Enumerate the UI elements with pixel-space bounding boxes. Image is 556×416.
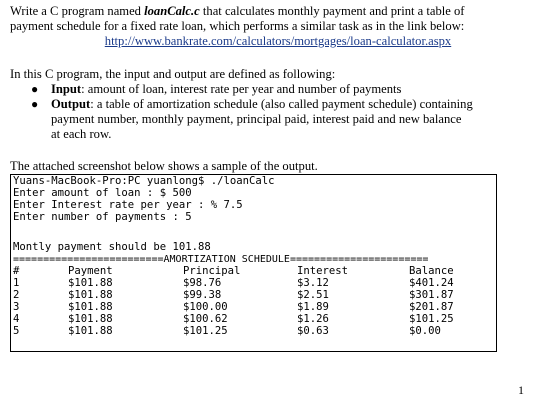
monthly-payment-line: Montly payment should be 101.88 [13,241,211,253]
row-balance: $401.24 [409,277,454,289]
row-interest: $3.12 [297,277,329,289]
output-label: Output [51,97,91,111]
row-interest: $2.51 [297,289,329,301]
calculator-link[interactable]: http://www.bankrate.com/calculators/mortgages/loan-calculator.aspx [104,34,452,48]
terminal-screenshot [10,174,497,352]
row-interest: $1.26 [297,313,329,325]
bullet-icon: ● [31,82,39,96]
row-balance: $301.87 [409,289,454,301]
payments-prompt: Enter number of payments : 5 [13,211,192,223]
terminal-prompt: Yuans-MacBook-Pro:PC yuanlong$ ./loanCalc [13,175,275,187]
header-number: # [13,265,20,277]
header-payment: Payment [68,265,113,277]
row-number: 1 [13,277,20,289]
output-text: : a table of amortization schedule (also called payment schedule) containing [90,97,473,111]
input-bullet [51,82,536,97]
row-principal: $100.62 [183,313,228,325]
output-bullet-line-3: at each row. [51,127,112,141]
row-principal: $101.25 [183,325,228,337]
amount-prompt: Enter amount of loan : $ 500 [13,187,192,199]
row-balance: $101.25 [409,313,454,325]
row-principal: $99.38 [183,289,222,301]
definitions-heading: In this C program, the input and output are defined as following: [10,67,336,81]
screenshot-caption: The attached screenshot below shows a sample of the output. [10,159,318,173]
page-number: 1 [518,383,524,397]
intro-text: Write a C program named [10,4,145,18]
row-interest: $1.89 [297,301,329,313]
row-payment: $101.88 [68,325,113,337]
header-principal: Principal [183,265,241,277]
row-balance: $201.87 [409,301,454,313]
schedule-divider: =========================AMORTIZATION SCHEDULE======================= [13,254,429,265]
row-principal: $100.00 [183,301,228,313]
bullet-icon: ● [31,97,39,111]
row-payment: $101.88 [68,313,113,325]
input-label: Input [51,82,82,96]
intro-line-2: payment schedule for a fixed rate loan, which performs a similar task as in the link below: [10,19,465,33]
row-payment: $101.88 [68,289,113,301]
row-payment: $101.88 [68,301,113,313]
input-text: : amount of loan, interest rate per year and number of payments [81,82,402,96]
row-payment: $101.88 [68,277,113,289]
rate-prompt: Enter Interest rate per year : % 7.5 [13,199,243,211]
row-number: 3 [13,301,20,313]
header-interest: Interest [297,265,349,277]
row-balance: $0.00 [409,325,441,337]
intro-line-1 [10,4,465,19]
filename: loanCalc.c [144,4,200,18]
header-balance: Balance [409,265,454,277]
row-number: 2 [13,289,20,301]
row-interest: $0.63 [297,325,329,337]
output-bullet [51,97,536,112]
intro-text-cont: that calculates monthly payment and print a table of [199,4,465,18]
row-number: 4 [13,313,20,325]
output-bullet-line-2: payment number, monthly payment, principal paid, interest paid and new balance [51,112,462,126]
row-principal: $98.76 [183,277,222,289]
row-number: 5 [13,325,20,337]
